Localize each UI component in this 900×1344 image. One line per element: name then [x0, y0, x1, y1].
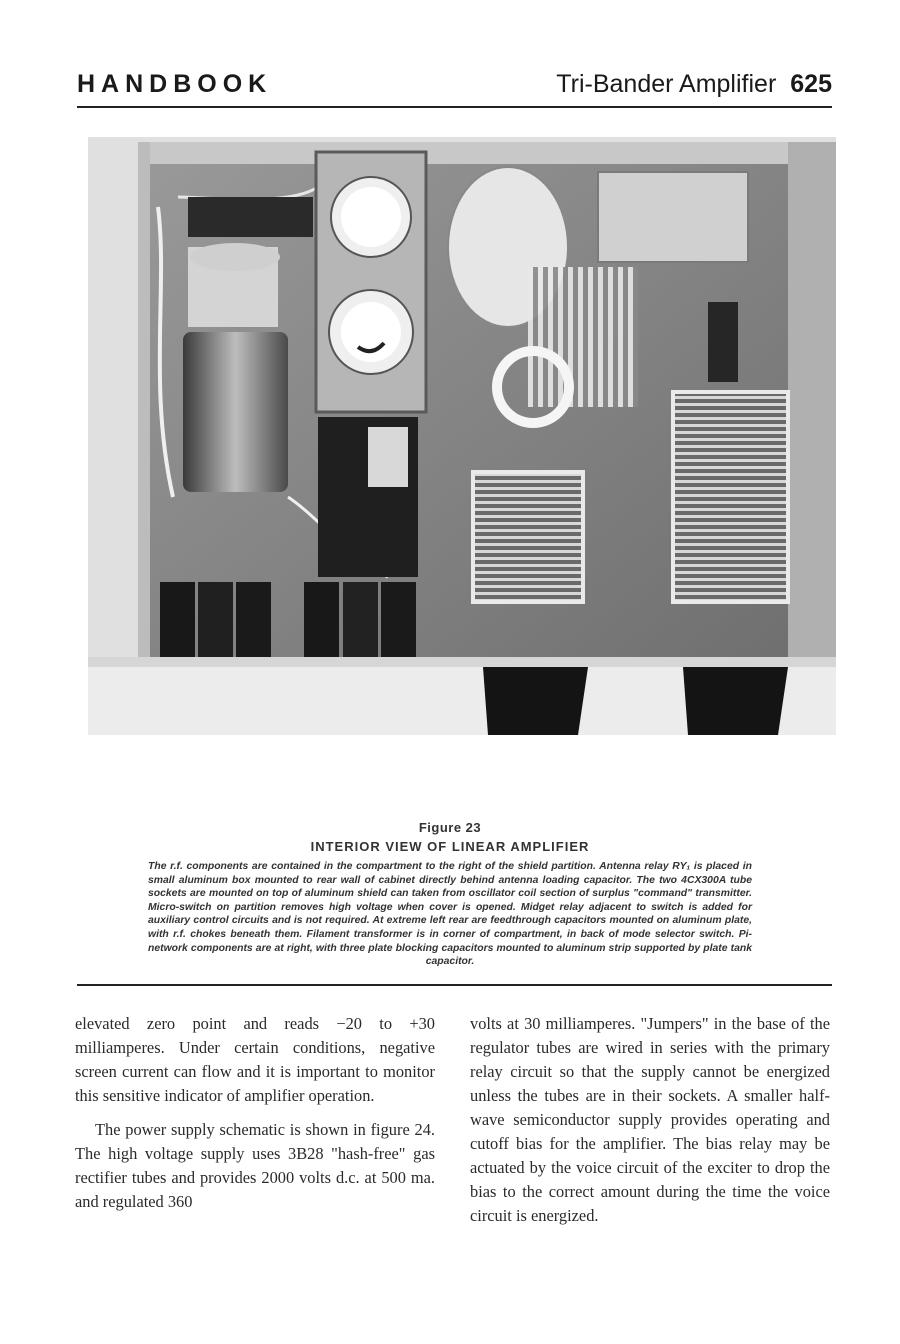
- book-title: HANDBOOK: [77, 70, 273, 98]
- page-number: 625: [790, 70, 832, 98]
- chapter-title: Tri-Bander Amplifier: [556, 70, 777, 98]
- chapter-heading: [556, 70, 832, 99]
- running-header: [77, 68, 832, 102]
- paragraph: The power supply schematic is shown in figure 24. The high voltage supply uses 3B28 "hash-free" gas rectifier tubes and provides 2000 volts d.c. at 500 ma. and regulated 360: [75, 1120, 435, 1211]
- figure-caption-block: [140, 820, 760, 969]
- left-column: [75, 1012, 435, 1214]
- caption-rule: [77, 984, 832, 986]
- figure-caption: The r.f. components are contained in the compartment to the right of the shield partition. Antenna relay RY₁ is placed in small aluminum box mounted to rear wall of cabinet directly behind antenna loading capacitor. The two 4CX300A tube sockets are mounted on top of aluminum shield can taken from oscillator coil section of surplus "command" transmitter. Micro-switch on partition removes high voltage when cover is opened. Midget relay adjacent to switch is added for auxiliary control circuits and is not required. At extreme left rear are feedthrough capacitors mounted on aluminum plate, with r.f. chokes beneath them. Filament transformer is in corner of compartment, in back of mode selector switch. Pi-network components are at right, with three plate blocking capacitors mounted to aluminum strip supported by plate tank capacitor.: [148, 861, 752, 968]
- paragraph: elevated zero point and reads −20 to +30 milliamperes. Under certain conditions, negative screen current can flow and it is important to monitor this sensitive indicator of amplifier operation.: [75, 1014, 435, 1105]
- figure-title: INTERIOR VIEW OF LINEAR AMPLIFIER: [310, 839, 590, 854]
- right-column: [470, 1012, 830, 1228]
- header-rule: [77, 106, 832, 108]
- figure-number: Figure 23: [418, 820, 482, 835]
- paragraph: volts at 30 milliamperes. "Jumpers" in the base of the regulator tubes are wired in series with the primary relay circuit so that the supply cannot be energized unless the tubes are in their sockets. A smaller half-wave semiconductor supply provides operating and cutoff bias for the amplifier. The bias relay may be actuated by the voice circuit of the exciter to drop the bias to the correct amount during the time the voice circuit is energized.: [470, 1014, 830, 1225]
- amplifier-interior-photo: [88, 137, 836, 735]
